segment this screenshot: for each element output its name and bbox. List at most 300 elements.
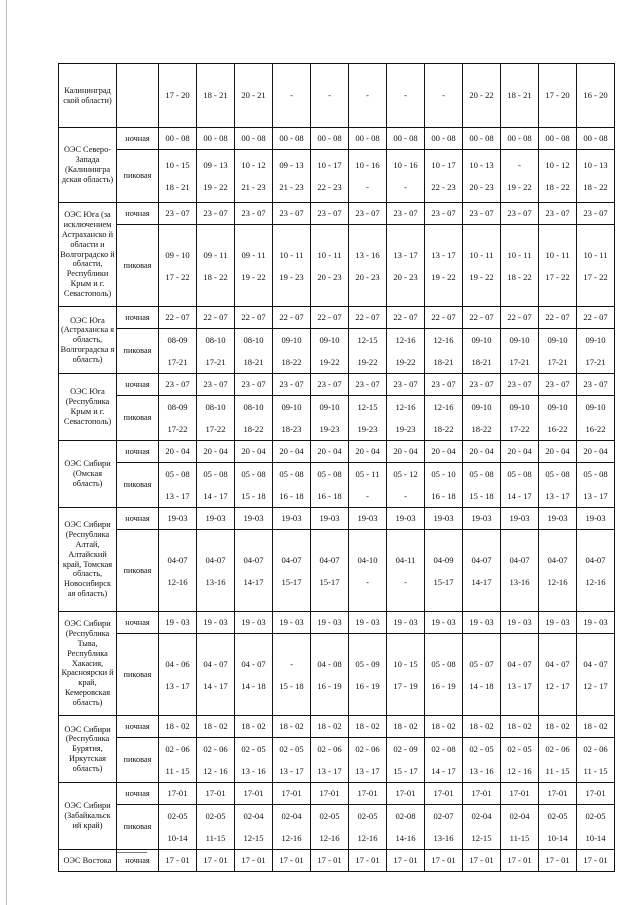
hours-cell: 19-03: [577, 508, 615, 530]
hours-interval: 12-16: [167, 576, 188, 587]
hours-interval: 02-04: [243, 811, 264, 821]
hours-cell: 19 - 03: [235, 612, 273, 634]
hours-cell: [577, 329, 615, 374]
table-row: [59, 441, 615, 463]
hours-interval: 19 - 22: [469, 271, 494, 282]
hours-interval: 12 - 16: [507, 766, 532, 776]
hours-interval: 02 - 09: [393, 744, 418, 754]
hours-interval: 12-16: [319, 833, 340, 843]
footer-rule: [117, 852, 147, 853]
hours-cell: [501, 738, 539, 783]
region-name: ОЭС Юга (Астраханска я область, Волгоградска я область): [59, 307, 117, 374]
period-type: ночная: [117, 716, 159, 738]
hours-interval: 16 - 18: [279, 491, 304, 501]
hours-cell: 23 - 07: [387, 374, 425, 396]
hours-interval: 05 - 11: [355, 469, 380, 479]
hours-interval: 21 - 23: [279, 182, 304, 192]
hours-cell: 23 - 07: [387, 203, 425, 225]
hours-cell: 22 - 07: [387, 307, 425, 329]
hours-interval: 16-22: [585, 424, 606, 434]
hours-interval: 13 - 17: [165, 491, 190, 501]
tariff-zones-table: [58, 63, 615, 872]
hours-cell: [577, 463, 615, 508]
hours-interval: 16-22: [547, 424, 568, 434]
hours-cell: [425, 634, 463, 716]
hours-interval: 17 - 19: [393, 680, 418, 691]
hours-cell: [539, 738, 577, 783]
table-row: [59, 396, 615, 441]
hours-interval: 02-04: [471, 811, 492, 821]
hours-cell: [197, 396, 235, 441]
hours-cell: [273, 530, 311, 612]
hours-cell: 00 - 08: [273, 128, 311, 150]
hours-interval: 19-23: [357, 424, 378, 434]
region-name: ОЭС Сибири (Республика Алтай, Алтайский край, Томская область, Новосибирск ая область): [59, 508, 117, 612]
hours-cell: 18 - 02: [387, 716, 425, 738]
hours-cell: -: [311, 64, 349, 128]
hours-cell: 20 - 04: [387, 441, 425, 463]
hours-interval: 05 - 12: [393, 469, 418, 479]
hours-interval: 16 - 18: [317, 491, 342, 501]
hours-interval: 12-16: [433, 335, 454, 345]
hours-cell: 23 - 07: [501, 203, 539, 225]
hours-cell: [387, 225, 425, 307]
hours-cell: [539, 225, 577, 307]
hours-interval: 09-10: [319, 335, 340, 345]
hours-cell: [539, 634, 577, 716]
hours-interval: 19 - 23: [279, 271, 304, 282]
hours-interval: 21 - 23: [241, 182, 266, 192]
region-name: ОЭС Юга (Республика Крым и г. Севастополь): [59, 374, 117, 441]
hours-cell: [539, 805, 577, 850]
hours-cell: [577, 530, 615, 612]
hours-cell: [273, 329, 311, 374]
hours-cell: 17-01: [463, 783, 501, 805]
hours-cell: 23 - 07: [349, 203, 387, 225]
hours-cell: [197, 463, 235, 508]
hours-cell: 23 - 07: [539, 203, 577, 225]
hours-cell: -: [349, 64, 387, 128]
hours-cell: [235, 634, 273, 716]
hours-interval: 16 - 19: [431, 680, 456, 691]
hours-interval: 04-07: [243, 554, 264, 565]
hours-cell: [501, 150, 539, 203]
hours-interval: 13 - 17: [431, 249, 456, 260]
hours-interval: 20 - 23: [317, 271, 342, 282]
hours-cell: [349, 396, 387, 441]
period-type: пиковая: [117, 530, 159, 612]
hours-interval: 13 - 16: [355, 249, 380, 260]
hours-cell: [387, 805, 425, 850]
hours-cell: 20 - 04: [197, 441, 235, 463]
hours-cell: 17-01: [425, 783, 463, 805]
hours-cell: 19-03: [235, 508, 273, 530]
hours-cell: 18 - 02: [577, 716, 615, 738]
hours-cell: [387, 463, 425, 508]
hours-cell: 00 - 08: [159, 128, 197, 150]
hours-interval: 02-08: [395, 811, 416, 821]
hours-cell: 00 - 08: [501, 128, 539, 150]
hours-interval: 19-22: [395, 357, 416, 367]
hours-interval: 05 - 08: [317, 469, 342, 479]
hours-interval: 13-16: [433, 833, 454, 843]
hours-interval: 04-07: [281, 554, 302, 565]
hours-interval: 02 - 06: [545, 744, 570, 754]
hours-interval: 04-07: [471, 554, 492, 565]
hours-interval: 12-16: [585, 576, 606, 587]
hours-cell: [463, 463, 501, 508]
period-type: ночная: [117, 783, 159, 805]
hours-cell: 22 - 07: [197, 307, 235, 329]
hours-cell: [577, 225, 615, 307]
hours-interval: 12-15: [357, 402, 378, 412]
period-type: ночная: [117, 441, 159, 463]
table-row: [59, 374, 615, 396]
hours-cell: 17 - 01: [159, 850, 197, 872]
region-name: ОЭС Сибири (Республика Тыва, Республика Хакасия, Красноярски й край, Кемеровская область): [59, 612, 117, 716]
hours-interval: 13 - 17: [355, 766, 380, 776]
hours-cell: 18 - 02: [501, 716, 539, 738]
hours-cell: 00 - 08: [463, 128, 501, 150]
hours-cell: 23 - 07: [539, 374, 577, 396]
hours-cell: [197, 805, 235, 850]
hours-cell: [539, 530, 577, 612]
hours-cell: 17 - 01: [501, 850, 539, 872]
hours-interval: 02 - 06: [317, 744, 342, 754]
hours-interval: 11 - 15: [583, 766, 608, 776]
hours-cell: 17 - 01: [539, 850, 577, 872]
hours-cell: [159, 738, 197, 783]
hours-interval: 09-10: [585, 335, 606, 345]
hours-interval: 15-17: [433, 576, 454, 587]
hours-cell: 22 - 07: [577, 307, 615, 329]
hours-cell: 00 - 08: [311, 128, 349, 150]
hours-interval: 13 - 16: [241, 766, 266, 776]
hours-interval: 02-05: [547, 811, 568, 821]
hours-interval: 13-16: [205, 576, 226, 587]
hours-interval: 14 - 17: [203, 491, 228, 501]
hours-cell: [311, 329, 349, 374]
hours-interval: -: [404, 491, 407, 501]
hours-cell: 23 - 07: [197, 203, 235, 225]
hours-interval: 10 - 15: [165, 160, 190, 170]
hours-interval: 02 - 06: [583, 744, 608, 754]
hours-cell: [235, 225, 273, 307]
hours-cell: [577, 805, 615, 850]
hours-interval: 10 - 15: [393, 658, 418, 669]
hours-interval: 09-10: [585, 402, 606, 412]
hours-interval: 19-22: [319, 357, 340, 367]
hours-cell: [311, 530, 349, 612]
period-type: ночная: [117, 374, 159, 396]
hours-cell: [311, 225, 349, 307]
hours-cell: [425, 150, 463, 203]
hours-interval: 13 - 17: [507, 680, 532, 691]
hours-cell: 00 - 08: [235, 128, 273, 150]
hours-cell: [235, 396, 273, 441]
table-row: [59, 634, 615, 716]
hours-cell: 20 - 04: [273, 441, 311, 463]
hours-interval: 10 - 11: [507, 249, 532, 260]
hours-interval: 15-17: [319, 576, 340, 587]
hours-interval: 14 - 18: [469, 680, 494, 691]
hours-interval: 05 - 08: [583, 469, 608, 479]
hours-interval: 17 - 22: [165, 271, 190, 282]
hours-cell: [501, 634, 539, 716]
hours-interval: 10 - 11: [545, 249, 570, 260]
hours-interval: 09-10: [281, 402, 302, 412]
hours-interval: 05 - 08: [241, 469, 266, 479]
region-name: ОЭС Востока: [59, 850, 117, 872]
hours-interval: 09 - 11: [241, 249, 266, 260]
hours-cell: 19-03: [425, 508, 463, 530]
region-name: ОЭС Сибири (Республика Бурятия, Иркутская область): [59, 716, 117, 783]
hours-cell: [349, 225, 387, 307]
hours-interval: 17 - 22: [545, 271, 570, 282]
hours-interval: 09-10: [547, 402, 568, 412]
hours-interval: 17-21: [547, 357, 568, 367]
hours-cell: 18 - 02: [235, 716, 273, 738]
hours-cell: 16 - 20: [577, 64, 615, 128]
hours-cell: [463, 738, 501, 783]
hours-interval: 13 - 17: [165, 680, 190, 691]
hours-interval: 18 - 22: [203, 271, 228, 282]
hours-cell: 17-01: [539, 783, 577, 805]
hours-cell: 23 - 07: [197, 374, 235, 396]
hours-interval: 04 - 06: [165, 658, 190, 669]
hours-interval: 02-07: [433, 811, 454, 821]
hours-cell: [235, 463, 273, 508]
region-name: ОЭС Северо-Запада (Калинингра дская область): [59, 128, 117, 203]
hours-cell: [425, 329, 463, 374]
hours-interval: 14-16: [395, 833, 416, 843]
hours-interval: 04-09: [433, 554, 454, 565]
table-row: [59, 225, 615, 307]
hours-cell: -: [273, 64, 311, 128]
hours-interval: 04 - 07: [545, 658, 570, 669]
hours-interval: 10 - 12: [545, 160, 570, 170]
hours-cell: [425, 530, 463, 612]
hours-interval: 08-10: [243, 335, 264, 345]
hours-interval: 22 - 23: [317, 182, 342, 192]
hours-interval: 09-10: [471, 335, 492, 345]
hours-interval: 08-09: [167, 402, 188, 412]
hours-interval: 19-22: [357, 357, 378, 367]
hours-cell: [539, 396, 577, 441]
hours-interval: 14-17: [471, 576, 492, 587]
hours-cell: [273, 805, 311, 850]
hours-interval: 05 - 08: [545, 469, 570, 479]
hours-cell: [311, 634, 349, 716]
hours-interval: 04-10: [357, 554, 378, 565]
hours-cell: 17-01: [501, 783, 539, 805]
hours-cell: 17-01: [311, 783, 349, 805]
hours-cell: 23 - 07: [463, 203, 501, 225]
hours-cell: 20 - 04: [235, 441, 273, 463]
period-type: пиковая: [117, 463, 159, 508]
hours-cell: 17 - 20: [159, 64, 197, 128]
hours-cell: [273, 225, 311, 307]
hours-interval: 18-22: [281, 357, 302, 367]
hours-interval: 12-15: [357, 335, 378, 345]
hours-cell: 17 - 01: [577, 850, 615, 872]
hours-interval: 02 - 06: [355, 744, 380, 754]
hours-cell: 18 - 02: [273, 716, 311, 738]
hours-cell: 19-03: [159, 508, 197, 530]
hours-interval: 20 - 23: [355, 271, 380, 282]
period-type: ночная: [117, 850, 159, 872]
hours-cell: [311, 738, 349, 783]
hours-cell: 18 - 02: [349, 716, 387, 738]
hours-interval: 09-10: [509, 335, 530, 345]
hours-cell: [501, 396, 539, 441]
hours-cell: [501, 463, 539, 508]
hours-interval: 17-21: [509, 357, 530, 367]
hours-interval: 10 - 11: [317, 249, 342, 260]
hours-cell: 19 - 03: [311, 612, 349, 634]
hours-cell: 17-01: [159, 783, 197, 805]
hours-cell: 20 - 04: [539, 441, 577, 463]
hours-interval: 19 - 22: [203, 182, 228, 192]
hours-cell: [425, 805, 463, 850]
hours-interval: 14 - 17: [431, 766, 456, 776]
hours-cell: 17 - 01: [349, 850, 387, 872]
hours-cell: 18 - 02: [463, 716, 501, 738]
hours-cell: 19-03: [197, 508, 235, 530]
hours-interval: -: [366, 576, 369, 587]
hours-interval: 19-23: [395, 424, 416, 434]
hours-interval: 02 - 06: [165, 744, 190, 754]
hours-interval: 12 - 17: [545, 680, 570, 691]
hours-interval: 17-21: [205, 357, 226, 367]
hours-cell: [197, 329, 235, 374]
hours-interval: 12 - 16: [203, 766, 228, 776]
hours-interval: 15 - 18: [469, 491, 494, 501]
hours-cell: 19 - 03: [159, 612, 197, 634]
hours-interval: 05 - 07: [469, 658, 494, 669]
hours-interval: 10 - 13: [583, 160, 608, 170]
hours-cell: 19-03: [387, 508, 425, 530]
hours-interval: 09-10: [547, 335, 568, 345]
hours-interval: 04-07: [319, 554, 340, 565]
hours-interval: 17-22: [167, 424, 188, 434]
hours-cell: [349, 150, 387, 203]
hours-cell: [273, 463, 311, 508]
hours-cell: [349, 463, 387, 508]
hours-interval: 09 - 11: [203, 249, 228, 260]
hours-interval: 05 - 08: [165, 469, 190, 479]
region-name: ОЭС Юга (за исключением Астраханско й области и Волгоградско й области, Республики Крым и г. Севастополь): [59, 203, 117, 307]
hours-cell: [235, 738, 273, 783]
hours-interval: 12-16: [547, 576, 568, 587]
table-row: [59, 150, 615, 203]
hours-interval: 04-07: [585, 554, 606, 565]
hours-cell: [463, 530, 501, 612]
hours-interval: -: [290, 658, 293, 669]
hours-cell: [197, 634, 235, 716]
hours-interval: 18-21: [471, 357, 492, 367]
hours-cell: [197, 150, 235, 203]
hours-cell: [463, 150, 501, 203]
hours-cell: 20 - 04: [349, 441, 387, 463]
table-row: [59, 716, 615, 738]
hours-cell: [159, 150, 197, 203]
hours-cell: [197, 530, 235, 612]
hours-cell: [501, 225, 539, 307]
hours-interval: 05 - 08: [507, 469, 532, 479]
hours-interval: 13 - 16: [469, 766, 494, 776]
hours-interval: 10 - 11: [279, 249, 304, 260]
hours-cell: 18 - 21: [501, 64, 539, 128]
hours-interval: 02-04: [281, 811, 302, 821]
hours-cell: 00 - 08: [387, 128, 425, 150]
hours-interval: 08-10: [205, 402, 226, 412]
hours-cell: 19 - 03: [577, 612, 615, 634]
hours-cell: [387, 530, 425, 612]
hours-cell: 22 - 07: [425, 307, 463, 329]
hours-interval: 12-16: [433, 402, 454, 412]
hours-cell: [387, 329, 425, 374]
hours-cell: [349, 634, 387, 716]
hours-cell: 23 - 07: [159, 203, 197, 225]
hours-interval: 18 - 21: [165, 182, 190, 192]
hours-cell: 22 - 07: [235, 307, 273, 329]
hours-interval: 02 - 06: [203, 744, 228, 754]
hours-interval: 20 - 23: [393, 271, 418, 282]
period-type: [117, 64, 159, 128]
hours-interval: 08-09: [167, 335, 188, 345]
hours-interval: 11-15: [509, 833, 530, 843]
period-type: ночная: [117, 128, 159, 150]
hours-cell: 22 - 07: [349, 307, 387, 329]
hours-interval: 16 - 19: [355, 680, 380, 691]
hours-cell: [235, 150, 273, 203]
period-type: пиковая: [117, 225, 159, 307]
hours-interval: 15 - 17: [393, 766, 418, 776]
hours-interval: 17-22: [205, 424, 226, 434]
hours-interval: 04-07: [509, 554, 530, 565]
hours-cell: 00 - 08: [425, 128, 463, 150]
hours-interval: 09 - 13: [203, 160, 228, 170]
hours-interval: -: [404, 576, 407, 587]
hours-interval: 02 - 05: [279, 744, 304, 754]
period-type: пиковая: [117, 634, 159, 716]
hours-interval: 05 - 10: [431, 469, 456, 479]
hours-interval: 02-05: [357, 811, 378, 821]
hours-cell: 23 - 07: [311, 374, 349, 396]
hours-cell: 19-03: [311, 508, 349, 530]
hours-interval: 10 - 17: [431, 160, 456, 170]
hours-cell: [311, 463, 349, 508]
hours-cell: [197, 738, 235, 783]
hours-cell: [463, 329, 501, 374]
hours-interval: 05 - 08: [431, 658, 456, 669]
hours-interval: 10-14: [547, 833, 568, 843]
period-type: ночная: [117, 612, 159, 634]
hours-interval: 22 - 23: [431, 182, 456, 192]
hours-cell: [577, 738, 615, 783]
hours-cell: [311, 805, 349, 850]
hours-cell: 20 - 04: [159, 441, 197, 463]
hours-interval: 18 - 22: [583, 182, 608, 192]
hours-cell: [159, 805, 197, 850]
hours-interval: 11 - 15: [545, 766, 570, 776]
hours-interval: 18-23: [281, 424, 302, 434]
hours-cell: 20 - 04: [501, 441, 539, 463]
hours-interval: 05 - 08: [469, 469, 494, 479]
hours-interval: 19 - 22: [241, 271, 266, 282]
hours-cell: [539, 463, 577, 508]
